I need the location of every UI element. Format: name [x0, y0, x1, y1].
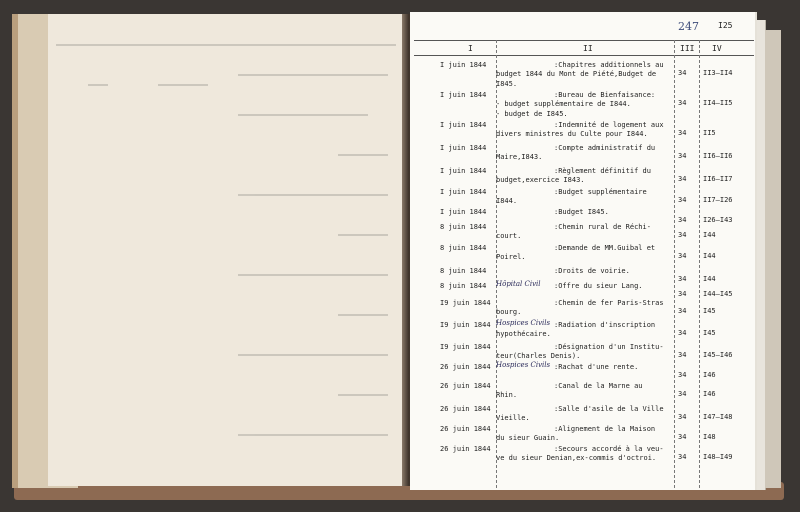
row-subject: :Radiation d'inscription — [554, 321, 656, 329]
row-session-number: 34 — [678, 99, 687, 107]
row-date: 8 juin 1844 — [440, 223, 487, 231]
row-subject-continued: ve du sieur Denian,ex-commis d'octroi. — [496, 454, 657, 462]
row-subject: :Budget I845. — [554, 208, 609, 216]
folio-code: I25 — [718, 21, 733, 30]
row-date: 8 juin 1844 — [440, 244, 487, 252]
row-session-number: 34 — [678, 231, 687, 239]
row-subject: :Rachat d'une rente. — [554, 363, 639, 371]
row-subject-continued: Poirel. — [496, 253, 526, 261]
row-date: 8 juin 1844 — [440, 267, 487, 275]
row-folio-range: II7–I26 — [703, 196, 733, 204]
row-folio-range: I47–I48 — [703, 413, 733, 421]
row-handwritten-annotation: Hôpital Civil — [496, 280, 541, 288]
left-page — [48, 14, 408, 486]
row-session-number: 34 — [678, 216, 687, 224]
column-header-1: I — [468, 44, 473, 53]
row-subject: :Offre du sieur Lang. — [554, 282, 643, 290]
row-subject: :Budget supplémentaire — [554, 188, 647, 196]
row-folio-range: II6–II7 — [703, 175, 733, 183]
row-folio-range: I26–I43 — [703, 216, 733, 224]
row-folio-range: I45–I46 — [703, 351, 733, 359]
row-session-number: 34 — [678, 351, 687, 359]
row-subject: :Canal de la Marne au — [554, 382, 643, 390]
right-page-stack — [765, 30, 781, 488]
row-subject: :Alignement de la Maison — [554, 425, 656, 433]
row-folio-range: I48–I49 — [703, 453, 733, 461]
row-subject: :Compte administratif du — [554, 144, 656, 152]
row-subject-continued: budget 1844 du Mont de Piété,Budget de I845. — [496, 70, 661, 88]
row-date: 26 juin 1844 — [440, 445, 491, 453]
row-folio-range: I44 — [703, 252, 716, 260]
row-session-number: 34 — [678, 152, 687, 160]
row-subject-continued: Rhin. — [496, 391, 518, 399]
row-subject-continued: bourg. — [496, 308, 522, 316]
row-folio-range: I44–I45 — [703, 290, 733, 298]
row-date: 26 juin 1844 — [440, 363, 491, 371]
row-session-number: 34 — [678, 453, 687, 461]
row-date: I juin 1844 — [440, 167, 487, 175]
row-subject: :Salle d'asile de la Ville — [554, 405, 664, 413]
row-date: I juin 1844 — [440, 144, 487, 152]
left-page-bleedthrough — [48, 14, 408, 486]
row-subject-continued: Maire,I843. — [496, 153, 543, 161]
row-session-number: 34 — [678, 175, 687, 183]
row-subject: :Indemnité de logement aux — [554, 121, 664, 129]
header-rule-bottom — [414, 55, 754, 56]
column-header-2: II — [583, 44, 593, 53]
row-folio-range: I45 — [703, 329, 716, 337]
row-subject: :Désignation d'un Institu- — [554, 343, 664, 351]
row-subject-continued: divers ministres du Culte pour I844. — [496, 130, 648, 138]
header-rule-top — [414, 40, 754, 41]
row-session-number: 34 — [678, 329, 687, 337]
row-session-number: 34 — [678, 129, 687, 137]
row-date: I juin 1844 — [440, 61, 487, 69]
row-subject: :Règlement définitif du — [554, 167, 651, 175]
row-date: I9 juin 1844 — [440, 343, 491, 351]
row-date: I juin 1844 — [440, 91, 487, 99]
row-date: 26 juin 1844 — [440, 425, 491, 433]
row-subject-continued: du sieur Guain. — [496, 434, 560, 442]
column-header-3: III — [680, 44, 695, 53]
row-session-number: 34 — [678, 307, 687, 315]
row-date: I juin 1844 — [440, 121, 487, 129]
column-divider-2 — [674, 40, 675, 488]
row-folio-range: I46 — [703, 390, 716, 398]
row-folio-range: II3–II4 — [703, 69, 733, 77]
row-folio-range: I44 — [703, 231, 716, 239]
row-folio-range: II5 — [703, 129, 716, 137]
row-subject: :Demande de MM.Guibal et — [554, 244, 656, 252]
row-folio-range: I44 — [703, 275, 716, 283]
row-folio-range: I46 — [703, 371, 716, 379]
column-divider-3 — [699, 40, 700, 488]
row-session-number: 34 — [678, 275, 687, 283]
row-session-number: 34 — [678, 290, 687, 298]
row-date: 26 juin 1844 — [440, 405, 491, 413]
row-handwritten-annotation: Hospices Civils — [496, 361, 551, 369]
row-subject: :Secours accordé à la veu- — [554, 445, 664, 453]
row-date: 8 juin 1844 — [440, 282, 487, 290]
row-folio-range: II4–II5 — [703, 99, 733, 107]
handwritten-page-number: 247 — [678, 20, 699, 33]
row-date: I juin 1844 — [440, 188, 487, 196]
row-subject-continued: court. — [496, 232, 522, 240]
row-date: 26 juin 1844 — [440, 382, 491, 390]
row-session-number: 34 — [678, 69, 687, 77]
row-subject-continued: budget,exercice I843. — [496, 176, 585, 184]
row-subject-continued: teur(Charles Denis). — [496, 352, 581, 360]
row-session-number: 34 — [678, 252, 687, 260]
row-folio-range: II6–II6 — [703, 152, 733, 160]
row-date: I juin 1844 — [440, 208, 487, 216]
row-session-number: 34 — [678, 433, 687, 441]
row-subject: :Chemin de fer Paris-Stras — [554, 299, 664, 307]
row-folio-range: I48 — [703, 433, 716, 441]
row-subject: :Droits de voirie. — [554, 267, 630, 275]
row-session-number: 34 — [678, 413, 687, 421]
row-subject: :Chemin rural de Réchi- — [554, 223, 651, 231]
row-subject-continued: - budget supplémentaire de I844. - budget de I845. — [496, 100, 631, 118]
row-subject-continued: hypothécaire. — [496, 330, 551, 338]
row-handwritten-annotation: Hospices Civils — [496, 319, 551, 327]
row-date: I9 juin 1844 — [440, 299, 491, 307]
row-subject-continued: I844. — [496, 197, 518, 205]
row-subject: :Chapitres additionnels au — [554, 61, 664, 69]
row-session-number: 34 — [678, 390, 687, 398]
row-subject: :Bureau de Bienfaisance: — [554, 91, 656, 99]
row-subject-continued: Vieille. — [496, 414, 530, 422]
row-folio-range: I45 — [703, 307, 716, 315]
row-session-number: 34 — [678, 196, 687, 204]
row-date: I9 juin 1844 — [440, 321, 491, 329]
row-session-number: 34 — [678, 371, 687, 379]
column-header-4: IV — [712, 44, 722, 53]
